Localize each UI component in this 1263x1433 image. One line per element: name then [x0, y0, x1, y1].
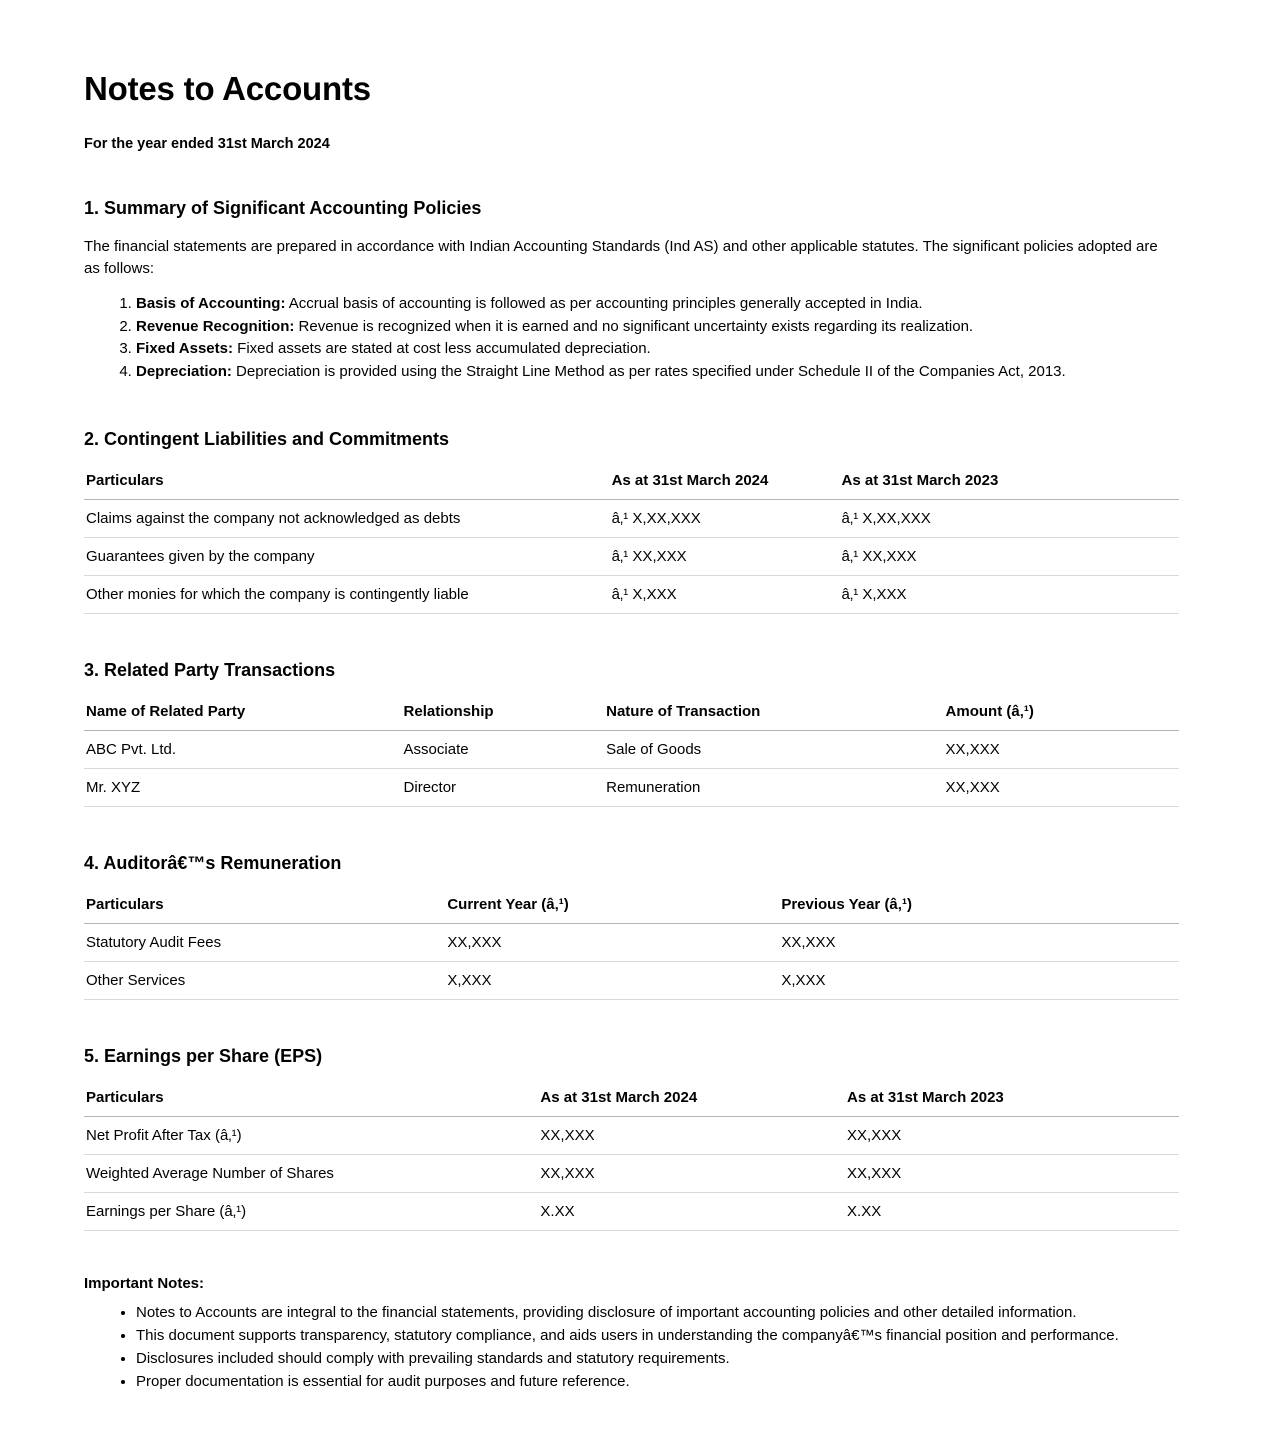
important-notes-heading: Important Notes: [84, 1275, 204, 1293]
cell-previous-year: XX,XXX [845, 1155, 1179, 1193]
policy-text: Accrual basis of accounting is followed as per accounting principles generally accepted in India. [285, 295, 923, 313]
cell-current-year: X,XXX [445, 962, 779, 1000]
accounting-policies-list [84, 293, 1179, 383]
table-row [84, 924, 1179, 962]
column-header: As at 31st March 2023 [845, 1085, 1179, 1117]
policy-text: Fixed assets are stated at cost less accumulated depreciation. [232, 340, 651, 358]
cell-previous-year: â‚¹ XX,XXX [840, 538, 1179, 576]
cell-particulars: Weighted Average Number of Shares [84, 1155, 538, 1193]
section-heading-related-party: 3. Related Party Transactions [84, 660, 336, 681]
column-header: Nature of Transaction [604, 699, 943, 731]
cell-particulars: Other Services [84, 962, 445, 1000]
section1-intro-paragraph: The financial statements are prepared in accordance with Indian Accounting Standards (Ind AS) and other applicable statutes. The significant policies adopted are as follows: [84, 237, 1158, 277]
cell-current-year: XX,XXX [445, 924, 779, 962]
table-header-row [84, 468, 1179, 500]
policy-label: Fixed Assets: [136, 340, 233, 358]
page-title: Notes to Accounts [84, 70, 371, 107]
cell-previous-year: â‚¹ X,XXX [840, 576, 1179, 614]
policy-label: Revenue Recognition: [136, 317, 295, 335]
column-header: As at 31st March 2024 [610, 468, 840, 500]
cell-relationship: Associate [402, 731, 605, 769]
cell-particulars: Claims against the company not acknowledged as debts [84, 500, 610, 538]
earnings-per-share-table [84, 1085, 1179, 1231]
cell-previous-year: XX,XXX [779, 924, 1179, 962]
column-header: Particulars [84, 1085, 538, 1117]
cell-current-year: XX,XXX [538, 1155, 845, 1193]
list-item: • This document supports transparency, statutory compliance, and aids users in understanding the companyâ€™s financial position and performance. [136, 1325, 1146, 1347]
policy-text: Depreciation is provided using the Straight Line Method as per rates specified under Schedule II of the Companies Act, 2013. [231, 362, 1066, 380]
list-item: • Proper documentation is essential for audit purposes and future reference. [136, 1371, 1146, 1393]
table-row [84, 538, 1179, 576]
table-row [84, 576, 1179, 614]
table-row [84, 1117, 1179, 1155]
column-header: As at 31st March 2023 [840, 468, 1179, 500]
cell-current-year: â‚¹ X,XX,XXX [610, 500, 840, 538]
cell-current-year: X.XX [538, 1193, 845, 1231]
cell-particulars: Net Profit After Tax (â‚¹) [84, 1117, 538, 1155]
cell-amount: XX,XXX [944, 769, 1179, 807]
list-item [136, 361, 1179, 384]
section-heading-auditors-remuneration: 4. Auditorâ€™s Remuneration [84, 853, 342, 874]
table-row [84, 1193, 1179, 1231]
column-header: Current Year (â‚¹) [445, 892, 779, 924]
list-item [136, 338, 1179, 361]
column-header: Name of Related Party [84, 699, 402, 731]
cell-current-year: â‚¹ XX,XXX [610, 538, 840, 576]
policy-label: Basis of Accounting: [136, 295, 286, 313]
column-header: Particulars [84, 892, 445, 924]
policy-text: Revenue is recognized when it is earned and no significant uncertainty exists regarding its realization. [294, 317, 974, 335]
section-heading-contingent-liabilities: 2. Contingent Liabilities and Commitments [84, 429, 450, 450]
cell-previous-year: X,XXX [779, 962, 1179, 1000]
cell-previous-year: â‚¹ X,XX,XXX [840, 500, 1179, 538]
column-header: As at 31st March 2024 [538, 1085, 845, 1117]
table-header-row [84, 892, 1179, 924]
cell-relationship: Director [402, 769, 605, 807]
cell-nature: Remuneration [604, 769, 943, 807]
cell-party-name: Mr. XYZ [84, 769, 402, 807]
cell-current-year: XX,XXX [538, 1117, 845, 1155]
table-row [84, 500, 1179, 538]
cell-particulars: Other monies for which the company is contingently liable [84, 576, 610, 614]
cell-particulars: Guarantees given by the company [84, 538, 610, 576]
important-notes-list [84, 1302, 1179, 1392]
cell-amount: XX,XXX [944, 731, 1179, 769]
table-row [84, 962, 1179, 1000]
cell-previous-year: XX,XXX [845, 1117, 1179, 1155]
table-row [84, 1155, 1179, 1193]
document-period-subtitle: For the year ended 31st March 2024 [84, 135, 330, 152]
cell-previous-year: X.XX [845, 1193, 1179, 1231]
related-party-transactions-table [84, 699, 1179, 807]
table-header-row [84, 699, 1179, 731]
table-row [84, 769, 1179, 807]
list-item: • Notes to Accounts are integral to the financial statements, providing disclosure of important accounting policies and other detailed information. [136, 1302, 1146, 1324]
table-header-row [84, 1085, 1179, 1117]
column-header: Amount (â‚¹) [944, 699, 1179, 731]
list-item: • Disclosures included should comply with prevailing standards and statutory requirements. [136, 1348, 1146, 1370]
table-row [84, 731, 1179, 769]
column-header: Particulars [84, 468, 610, 500]
column-header: Previous Year (â‚¹) [779, 892, 1179, 924]
cell-party-name: ABC Pvt. Ltd. [84, 731, 402, 769]
cell-nature: Sale of Goods [604, 731, 943, 769]
list-item [136, 293, 1179, 316]
auditors-remuneration-table [84, 892, 1179, 1000]
cell-particulars: Earnings per Share (â‚¹) [84, 1193, 538, 1231]
section-heading-earnings-per-share: 5. Earnings per Share (EPS) [84, 1046, 323, 1067]
cell-current-year: â‚¹ X,XXX [610, 576, 840, 614]
contingent-liabilities-table [84, 468, 1179, 614]
section-heading-accounting-policies: 1. Summary of Significant Accounting Policies [84, 197, 482, 218]
cell-particulars: Statutory Audit Fees [84, 924, 445, 962]
list-item [136, 316, 1179, 339]
policy-label: Depreciation: [136, 362, 232, 380]
column-header: Relationship [402, 699, 605, 731]
